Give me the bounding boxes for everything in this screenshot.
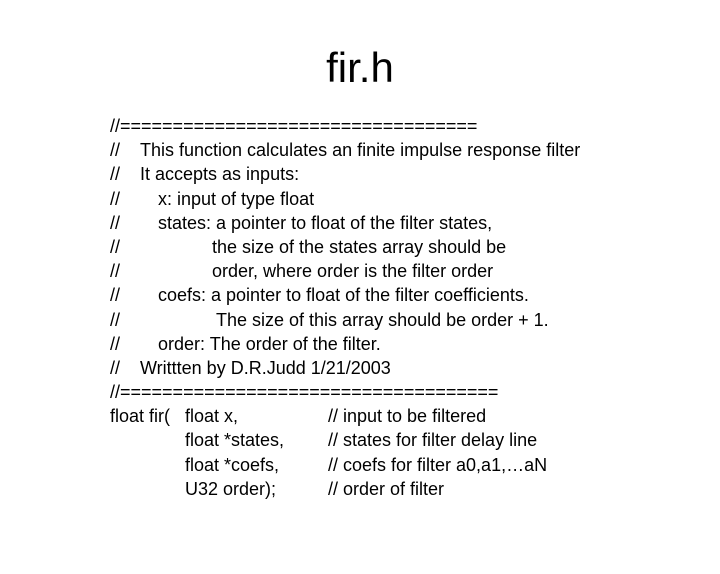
comment-text: This function calculates an finite impulse response filter — [140, 140, 581, 161]
comment-text: The size of this array should be order + 1. — [216, 309, 549, 330]
param-comment: // states for filter delay line — [328, 430, 538, 451]
param: U32 order); — [185, 478, 277, 499]
code-line — [110, 211, 493, 235]
param-comment: // order of filter — [328, 478, 445, 499]
code-line — [110, 114, 478, 138]
decl-line — [110, 428, 538, 452]
code-line — [110, 380, 499, 404]
comment-marker: // — [110, 236, 121, 257]
comment-marker: // — [110, 333, 121, 354]
slide-title: fir.h — [326, 44, 394, 91]
decl-line — [110, 404, 487, 428]
comment-text: states: a pointer to float of the filter states, — [158, 212, 493, 233]
comment-marker: // — [110, 261, 121, 282]
param: float x, — [185, 406, 239, 427]
code-line — [110, 356, 391, 380]
comment-text: the size of the states array should be — [212, 236, 507, 257]
param-comment: // input to be filtered — [328, 406, 487, 427]
code-line — [110, 283, 529, 307]
code-line — [110, 235, 507, 259]
code-line — [110, 308, 549, 332]
comment-marker: // — [110, 357, 121, 378]
param: float *states, — [185, 430, 285, 451]
comment-text: x: input of type float — [158, 188, 315, 209]
decl-line — [110, 477, 445, 501]
comment-text: It accepts as inputs: — [140, 164, 300, 185]
function-head: float fir( — [110, 406, 171, 427]
separator-line-top: //================================== — [110, 116, 478, 136]
decl-line — [110, 453, 548, 477]
separator-line-bottom: //==================================== — [110, 382, 499, 403]
code-line — [110, 332, 381, 356]
param-comment: // coefs for filter a0,a1,…aN — [328, 454, 548, 475]
comment-marker: // — [110, 188, 121, 209]
comment-marker: // — [110, 140, 121, 161]
comment-marker: // — [110, 212, 121, 233]
code-line — [110, 138, 581, 162]
comment-marker: // — [110, 285, 121, 306]
code-block — [110, 114, 581, 501]
comment-text: order: The order of the filter. — [158, 333, 381, 354]
comment-marker: // — [110, 309, 121, 330]
comment-text: order, where order is the filter order — [212, 261, 494, 282]
comment-text: coefs: a pointer to float of the filter coefficients. — [158, 285, 529, 306]
param: float *coefs, — [185, 454, 280, 475]
code-line — [110, 187, 315, 211]
code-line — [110, 162, 300, 186]
comment-text: Writtten by D.R.Judd 1/21/2003 — [140, 357, 391, 378]
code-line — [110, 259, 494, 283]
comment-marker: // — [110, 164, 121, 185]
